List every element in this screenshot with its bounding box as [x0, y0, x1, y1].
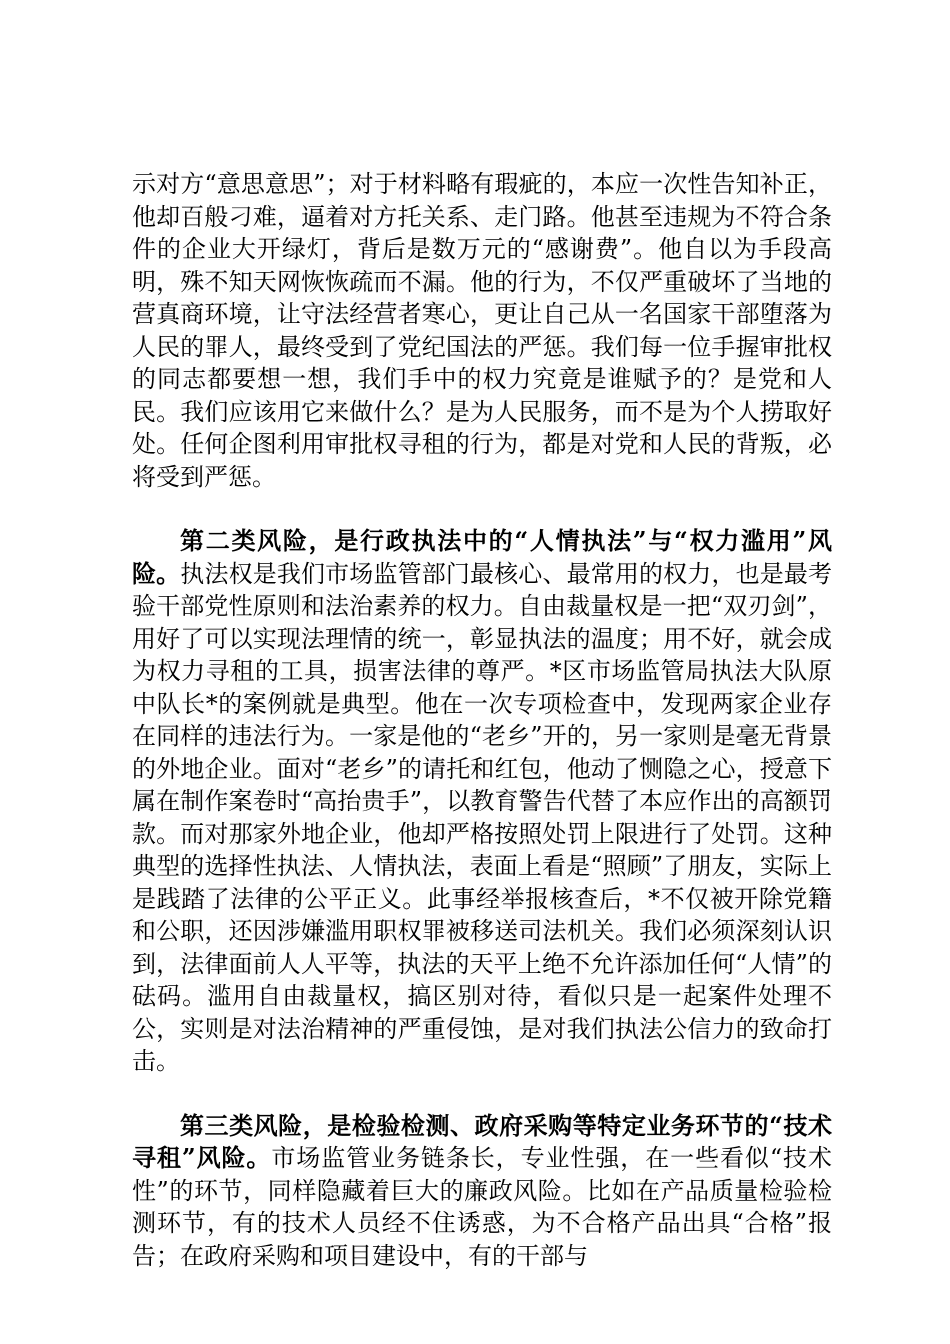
- paragraph-3: [132, 1110, 832, 1273]
- paragraph-2-body: 执法权是我们市场监管部门最核心、最常用的权力，也是最考验干部党性原则和法治素养的权力。自由裁量权是一把“双刃剑”，用好了可以实现法理情的统一，彰显执法的温度；用不好，就会成为权力寻租的工具，损害法律的尊严。*区市场监管局执法大队原中队长*的案例就是典型。他在一次专项检查中，发现两家企业存在同样的违法行为。一家是他的“老乡”开的，另一家则是毫无背景的外地企业。面对“老乡”的请托和红包，他动了恻隐之心，授意下属在制作案卷时“高抬贵手”，以教育警告代替了本应作出的高额罚款。而对那家外地企业，他却严格按照处罚上限进行了处罚。这种典型的选择性执法、人情执法，表面上看是“照顾”了朋友，实际上是践踏了法律的公平正义。此事经举报核查后，*不仅被开除党籍和公职，还因涉嫌滥用职权罪被移送司法机关。我们必须深刻认识到，法律面前人人平等，执法的天平上绝不允许添加任何“人情”的砝码。滥用自由裁量权，搞区别对待，看似只是一起案件处理不公，实则是对法治精神的严重侵蚀，是对我们执法公信力的致命打击。: [132, 559, 833, 1075]
- document-page: [132, 168, 832, 1272]
- paragraph-3-body: 市场监管业务链条长，专业性强，在一些看似“技术性”的环节，同样隐藏着巨大的廉政风险。比如在产品质量检验检测环节，有的技术人员经不住诱惑，为不合格产品出具“合格”报告；在政府采购和项目建设中，有的干部与: [132, 1144, 832, 1270]
- paragraph-2-heading: 第二类风险，是行政执法中的“人情执法”与“权力滥用”风险。: [132, 526, 832, 588]
- paragraph-2: [132, 525, 832, 1078]
- paragraph-3-heading: 第三类风险，是检验检测、政府采购等特定业务环节的“技术寻租”风险。: [132, 1110, 832, 1172]
- paragraph-1: [132, 168, 832, 493]
- paragraph-1-body: 示对方“意思意思”；对于材料略有瑕疵的，本应一次性告知补正，他却百般刁难，逼着对方托关系、走门路。他甚至违规为不符合条件的企业大开绿灯，背后是数万元的“感谢费”。他自以为手段高明，殊不知天网恢恢疏而不漏。他的行为，不仅严重破坏了当地的营真商环境，让守法经营者寒心，更让自己从一名国家干部堕落为人民的罪人，最终受到了党纪国法的严惩。我们每一位手握审批权的同志都要想一想，我们手中的权力究竟是谁赋予的？是党和人民。我们应该用它来做什么？是为人民服务，而不是为个人捞取好处。任何企图利用审批权寻租的行为，都是对党和人民的背叛，必将受到严惩。: [132, 170, 832, 491]
